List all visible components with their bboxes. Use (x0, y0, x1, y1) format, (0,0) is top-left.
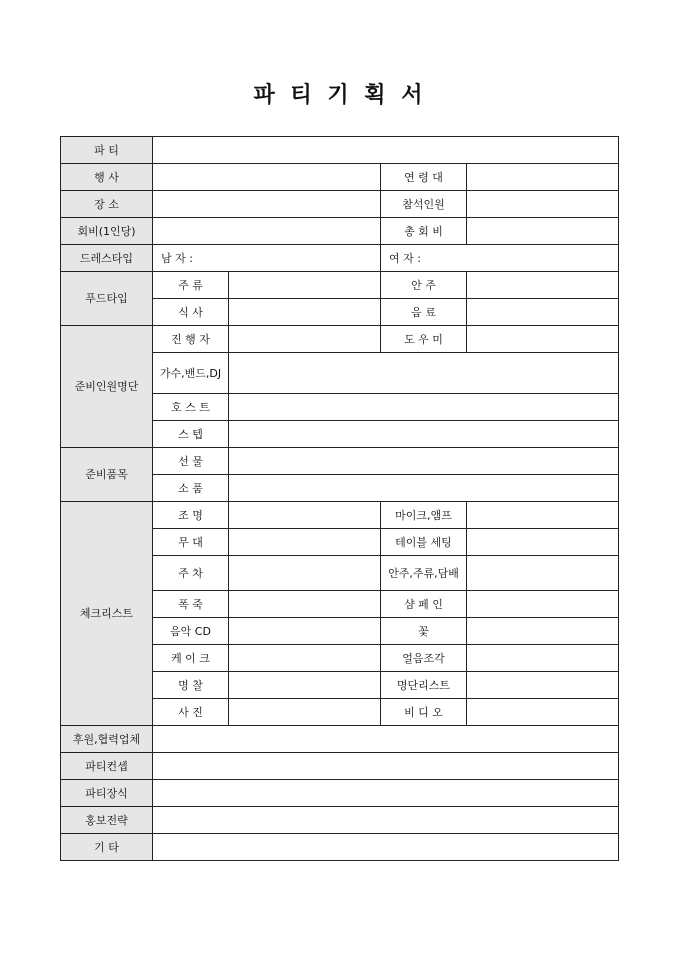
label-photo: 사 진 (153, 699, 229, 726)
row-event (61, 164, 619, 191)
label-performers: 가수,밴드,DJ (153, 353, 229, 394)
field-step[interactable] (229, 421, 619, 448)
row-fee (61, 218, 619, 245)
row-decoration (61, 780, 619, 807)
field-flowers[interactable] (467, 618, 619, 645)
row-sponsors (61, 726, 619, 753)
field-sponsors[interactable] (153, 726, 619, 753)
field-total-fee[interactable] (467, 218, 619, 245)
row-dress (61, 245, 619, 272)
field-host-mc[interactable] (229, 326, 381, 353)
field-snacks[interactable] (467, 272, 619, 299)
field-helper[interactable] (467, 326, 619, 353)
label-music-cd: 음악 CD (153, 618, 229, 645)
field-snack-liquor-cig[interactable] (467, 556, 619, 591)
label-guest-list: 명단리스트 (381, 672, 467, 699)
label-fireworks: 폭 죽 (153, 591, 229, 618)
field-dress-female[interactable]: 여 자 : (381, 245, 619, 272)
label-age-group: 연 령 대 (381, 164, 467, 191)
field-age-group[interactable] (467, 164, 619, 191)
label-beverage: 음 료 (381, 299, 467, 326)
row-venue (61, 191, 619, 218)
label-cake: 케 이 크 (153, 645, 229, 672)
label-sponsors: 후원,협력업체 (61, 726, 153, 753)
field-attendees[interactable] (467, 191, 619, 218)
field-dress-male[interactable]: 남 자 : (153, 245, 381, 272)
field-parking[interactable] (229, 556, 381, 591)
field-event[interactable] (153, 164, 381, 191)
label-promotion: 홍보전략 (61, 807, 153, 834)
label-mic-amp: 마이크,앰프 (381, 502, 467, 529)
field-video[interactable] (467, 699, 619, 726)
field-table-setting[interactable] (467, 529, 619, 556)
label-hostess: 호 스 트 (153, 394, 229, 421)
label-table-setting: 테이블 세팅 (381, 529, 467, 556)
row-promotion (61, 807, 619, 834)
field-beverage[interactable] (467, 299, 619, 326)
field-champagne[interactable] (467, 591, 619, 618)
field-ice-sculpture[interactable] (467, 645, 619, 672)
label-name-tag: 명 찰 (153, 672, 229, 699)
label-etc: 기 타 (61, 834, 153, 861)
field-props[interactable] (229, 475, 619, 502)
field-fireworks[interactable] (229, 591, 381, 618)
label-meal: 식 사 (153, 299, 229, 326)
row-concept (61, 753, 619, 780)
label-stage: 무 대 (153, 529, 229, 556)
label-staff: 준비인원명단 (61, 326, 153, 448)
label-flowers: 꽃 (381, 618, 467, 645)
party-plan-table (60, 136, 619, 861)
field-guest-list[interactable] (467, 672, 619, 699)
field-fee[interactable] (153, 218, 381, 245)
label-parking: 주 차 (153, 556, 229, 591)
label-concept: 파티컨셉 (61, 753, 153, 780)
page-title: 파 티 기 획 서 (253, 82, 427, 108)
label-dress: 드레스타입 (61, 245, 153, 272)
label-video: 비 디 오 (381, 699, 467, 726)
field-concept[interactable] (153, 753, 619, 780)
field-performers[interactable] (229, 353, 619, 394)
row-etc (61, 834, 619, 861)
label-food: 푸드타입 (61, 272, 153, 326)
label-ice-sculpture: 얼음조각 (381, 645, 467, 672)
field-etc[interactable] (153, 834, 619, 861)
field-venue[interactable] (153, 191, 381, 218)
label-liquor: 주 류 (153, 272, 229, 299)
label-attendees: 참석인원 (381, 191, 467, 218)
field-stage[interactable] (229, 529, 381, 556)
label-party: 파 티 (61, 137, 153, 164)
field-gift[interactable] (229, 448, 619, 475)
label-venue: 장 소 (61, 191, 153, 218)
field-cake[interactable] (229, 645, 381, 672)
label-event: 행 사 (61, 164, 153, 191)
field-lighting[interactable] (229, 502, 381, 529)
label-items: 준비품목 (61, 448, 153, 502)
row-lighting (61, 502, 619, 529)
row-liquor (61, 272, 619, 299)
field-party[interactable] (153, 137, 619, 164)
label-total-fee: 총 회 비 (381, 218, 467, 245)
row-host-mc (61, 326, 619, 353)
label-snacks: 안 주 (381, 272, 467, 299)
field-decoration[interactable] (153, 780, 619, 807)
field-meal[interactable] (229, 299, 381, 326)
field-mic-amp[interactable] (467, 502, 619, 529)
field-music-cd[interactable] (229, 618, 381, 645)
label-decoration: 파티장식 (61, 780, 153, 807)
label-lighting: 조 명 (153, 502, 229, 529)
label-checklist: 체크리스트 (61, 502, 153, 726)
label-step: 스 텝 (153, 421, 229, 448)
label-snack-liquor-cig: 안주,주류,담배 (381, 556, 467, 591)
label-props: 소 품 (153, 475, 229, 502)
field-name-tag[interactable] (229, 672, 381, 699)
field-hostess[interactable] (229, 394, 619, 421)
label-host-mc: 진 행 자 (153, 326, 229, 353)
label-helper: 도 우 미 (381, 326, 467, 353)
label-champagne: 샴 페 인 (381, 591, 467, 618)
label-fee: 회비(1인당) (61, 218, 153, 245)
field-liquor[interactable] (229, 272, 381, 299)
field-photo[interactable] (229, 699, 381, 726)
label-gift: 선 물 (153, 448, 229, 475)
field-promotion[interactable] (153, 807, 619, 834)
row-gift (61, 448, 619, 475)
row-party (61, 137, 619, 164)
